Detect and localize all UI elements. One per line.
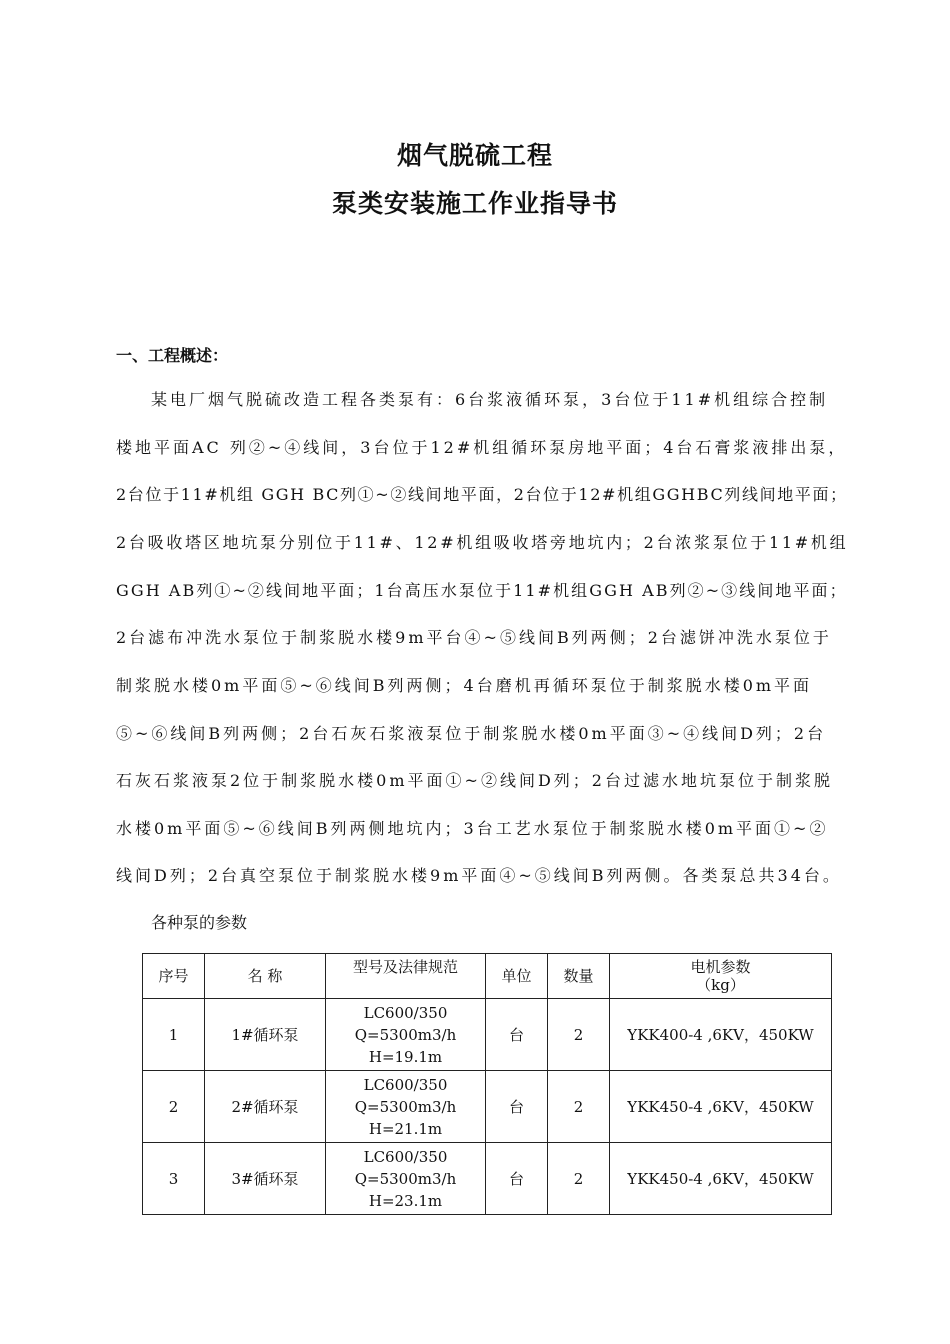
section-heading: 一、工程概述： xyxy=(116,346,229,365)
cell-qty: 2 xyxy=(548,999,610,1071)
cell-no: 1 xyxy=(143,999,205,1071)
cell-motor: YKK450-4 ,6KV，450KW xyxy=(610,1071,832,1143)
paragraph-line: 石灰石浆液泵2位于制浆脱水楼0m平面①~②线间D列；2台过滤水地坑泵位于制浆脱 xyxy=(116,771,833,790)
header-motor-label: 电机参数 xyxy=(690,958,751,976)
cell-unit: 台 xyxy=(486,1071,548,1143)
table-caption: 各种泵的参数 xyxy=(151,913,248,932)
cell-model xyxy=(326,1071,486,1143)
cell-name: 2#循环泵 xyxy=(205,1071,326,1143)
cell-no: 2 xyxy=(143,1071,205,1143)
model-line: H=19.1m xyxy=(368,1047,443,1066)
header-unit: 单位 xyxy=(486,954,548,999)
model-line: Q=5300m3/h xyxy=(354,1169,457,1188)
paragraph-line: GGH AB列①~②线间地平面；1台高压水泵位于11#机组GGH AB列②~③线间地平面； xyxy=(116,581,848,600)
cell-qty: 2 xyxy=(548,1143,610,1215)
paragraph-line: 制浆脱水楼0m平面⑤~⑥线间B列两侧；4台磨机再循环泵位于制浆脱水楼0m平面 xyxy=(116,676,813,695)
table-header-row xyxy=(143,954,832,999)
model-line: Q=5300m3/h xyxy=(354,1025,457,1044)
table-row xyxy=(143,1071,832,1143)
header-motor xyxy=(610,954,832,999)
header-model: 型号及法律规范 xyxy=(326,954,486,999)
paragraph-line: 楼地平面AC 列②~④线间，3台位于12#机组循环泵房地平面；4台石膏浆液排出泵， xyxy=(116,438,848,457)
model-line: H=23.1m xyxy=(368,1191,443,1210)
paragraph-line: 某电厂烟气脱硫改造工程各类泵有：6台浆液循环泵，3台位于11#机组综合控制 xyxy=(151,390,829,409)
document-title: 烟气脱硫工程 xyxy=(396,141,553,170)
cell-model xyxy=(326,1143,486,1215)
paragraph-line: 2台吸收塔区地坑泵分别位于11#、12#机组吸收塔旁地坑内；2台浓浆泵位于11#机组 xyxy=(116,533,849,552)
paragraph-line: 2台位于11#机组 GGH BC列①~②线间地平面，2台位于12#机组GGHBC列线间地平面； xyxy=(116,485,848,504)
cell-motor: YKK450-4 ,6KV，450KW xyxy=(610,1143,832,1215)
pump-parameters-table xyxy=(142,953,832,1215)
header-name: 名 称 xyxy=(205,954,326,999)
model-line: LC600/350 xyxy=(363,1003,448,1022)
cell-unit: 台 xyxy=(486,999,548,1071)
cell-name: 3#循环泵 xyxy=(205,1143,326,1215)
cell-qty: 2 xyxy=(548,1071,610,1143)
header-qty: 数量 xyxy=(548,954,610,999)
document-subtitle: 泵类安装施工作业指导书 xyxy=(331,189,618,218)
cell-motor: YKK400-4 ,6KV，450KW xyxy=(610,999,832,1071)
model-line: LC600/350 xyxy=(363,1075,448,1094)
model-line: H=21.1m xyxy=(368,1119,443,1138)
model-line: LC600/350 xyxy=(363,1147,448,1166)
cell-name: 1#循环泵 xyxy=(205,999,326,1071)
cell-no: 3 xyxy=(143,1143,205,1215)
table-row xyxy=(143,1143,832,1215)
cell-model xyxy=(326,999,486,1071)
paragraph-line: 线间D列；2台真空泵位于制浆脱水楼9m平面④~⑤线间B列两侧。各类泵总共34台。 xyxy=(116,866,842,885)
paragraph-line: 2台滤布冲洗水泵位于制浆脱水楼9m平台④~⑤线间B列两侧；2台滤饼冲洗水泵位于 xyxy=(116,628,832,647)
header-no: 序号 xyxy=(143,954,205,999)
paragraph-line: ⑤~⑥线间B列两侧；2台石灰石浆液泵位于制浆脱水楼0m平面③~④线间D列；2台 xyxy=(116,724,827,743)
cell-unit: 台 xyxy=(486,1143,548,1215)
table-row xyxy=(143,999,832,1071)
paragraph-line: 水楼0m平面⑤~⑥线间B列两侧地坑内；3台工艺水泵位于制浆脱水楼0m平面①~② xyxy=(116,819,829,838)
header-motor-unit: （kg） xyxy=(696,976,745,994)
model-line: Q=5300m3/h xyxy=(354,1097,457,1116)
